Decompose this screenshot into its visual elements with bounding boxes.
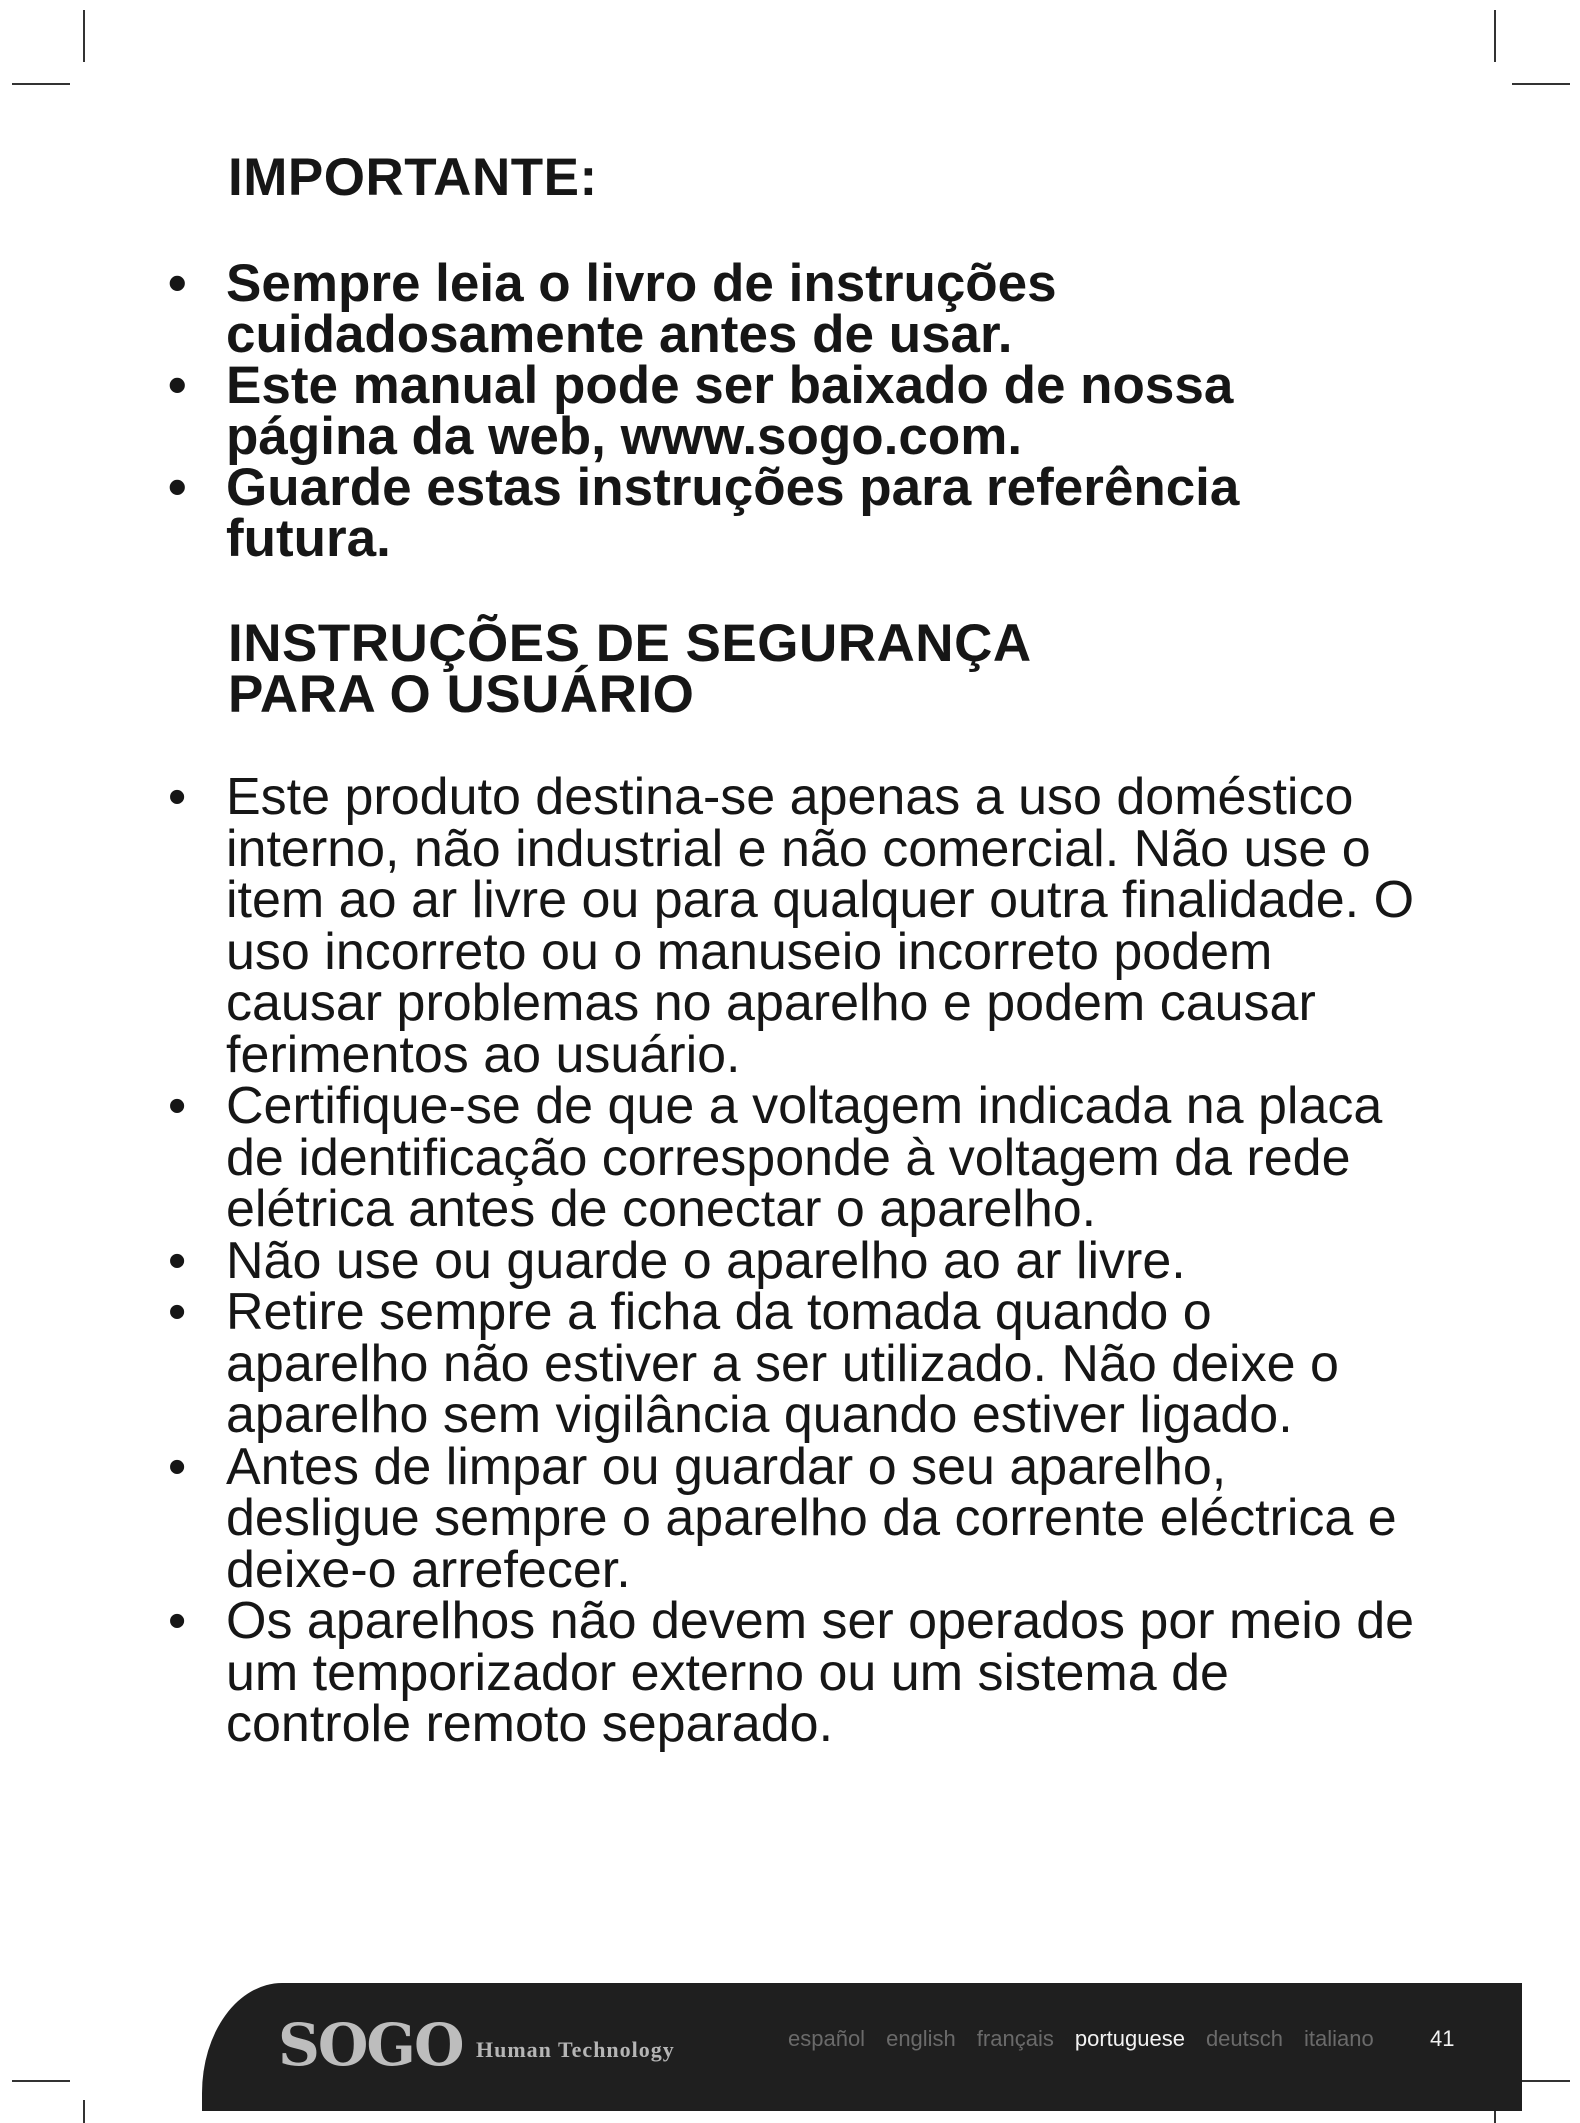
list-item: • Os aparelhos não devem ser operados por meio de um temporizador externo ou um sistema de controle remoto separado.: [168, 1592, 1415, 1753]
list-item: • Este manual pode ser baixado de nossa página da web, www.sogo.com.: [168, 356, 1234, 466]
language-italiano: italiano: [1304, 2026, 1374, 2051]
list-item: • Este produto destina-se apenas a uso doméstico interno, não industrial e não comercial. Não use o item ao ar livre ou para qualquer outra finalidade. O uso incorreto ou o manuseio incorreto podem causar problemas no aparelho e podem causar ferimentos ao usuário.: [168, 768, 1415, 1084]
list-item: • Não use ou guarde o aparelho ao ar livre.: [168, 1231, 1186, 1290]
bullet: •: [168, 1283, 187, 1341]
language-portuguese: portuguese: [1074, 2026, 1185, 2051]
bullet: •: [168, 356, 187, 415]
important-list: [0, 254, 1580, 568]
language-espanol: español: [788, 2026, 866, 2051]
crop-mark: [1494, 10, 1496, 62]
brand-tagline: Human Technology: [476, 2037, 675, 2062]
list-item: • Certifique-se de que a voltagem indicada na placa de identificação corresponde à voltagem da rede elétrica antes de conectar o aparelho.: [168, 1077, 1383, 1238]
bullet: •: [168, 458, 187, 517]
list-item: • Sempre leia o livro de instruções cuidadosamente antes de usar.: [168, 254, 1057, 364]
important-heading: IMPORTANTE:: [228, 148, 598, 207]
list-item: • Guarde estas instruções para referência futura.: [168, 458, 1240, 568]
language-francais: français: [976, 2026, 1054, 2051]
bullet: •: [168, 1437, 187, 1496]
sogo-logo: SOGO: [278, 2011, 463, 2079]
bullet: •: [168, 1231, 187, 1290]
bullet: •: [168, 1077, 187, 1135]
safety-heading: INSTRUÇÕES DE SEGURANÇA PARA O USUÁRIO: [228, 614, 1030, 724]
crop-mark: [83, 10, 85, 62]
crop-mark: [83, 2100, 85, 2123]
safety-list: [0, 768, 1580, 1753]
list-item: • Antes de limpar ou guardar o seu aparelho, desligue sempre o aparelho da corrente eléctrica e deixe-o arrefecer.: [168, 1437, 1397, 1599]
crop-mark: [1512, 83, 1570, 85]
bullet: •: [168, 768, 187, 826]
crop-mark: [12, 83, 70, 85]
footer-bar: [202, 1983, 1522, 2111]
bullet: •: [168, 1592, 187, 1650]
bullet: •: [168, 254, 187, 313]
list-item: • Retire sempre a ficha da tomada quando o aparelho não estiver a ser utilizado. Não deixe o aparelho sem vigilância quando estiver ligado.: [168, 1283, 1339, 1444]
page-number: 41: [1430, 2026, 1455, 2051]
language-english: english: [886, 2026, 956, 2051]
crop-mark: [12, 2080, 70, 2082]
language-nav: [788, 2026, 1374, 2052]
language-deutsch: deutsch: [1205, 2026, 1283, 2051]
